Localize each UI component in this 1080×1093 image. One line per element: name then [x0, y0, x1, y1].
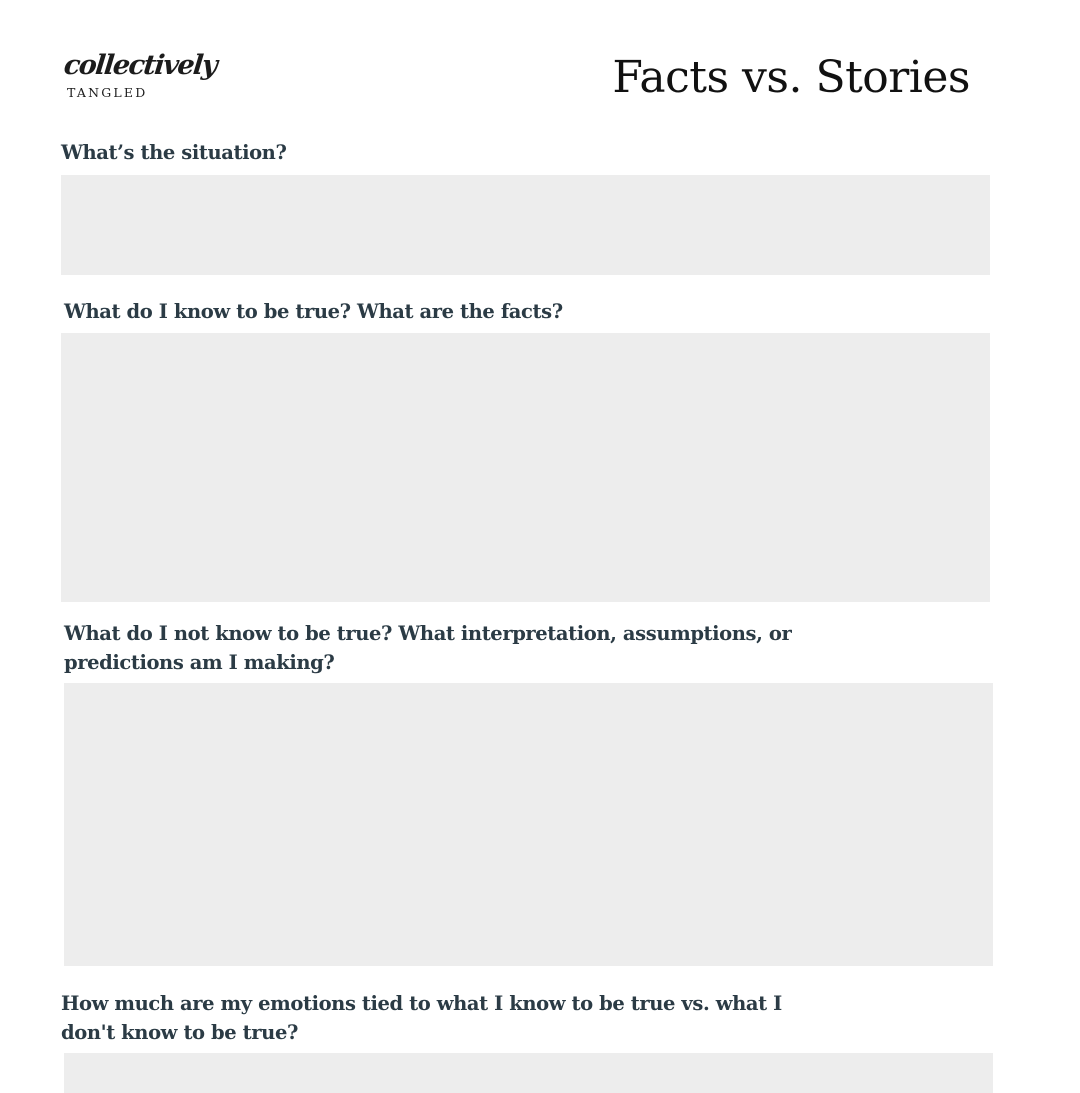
question-emotions: How much are my emotions tied to what I know to be true vs. what I don't know to be true?	[61, 992, 782, 1044]
question-situation: What’s the situation?	[61, 141, 287, 164]
question-stories: What do I not know to be true? What interpretation, assumptions, or predictions am I making?	[64, 622, 792, 674]
brand-logo-script: collectively	[62, 50, 218, 81]
question-facts: What do I know to be true? What are the facts?	[64, 300, 563, 323]
answer-box-stories[interactable]	[64, 683, 993, 966]
answer-box-facts[interactable]	[61, 333, 990, 602]
answer-box-emotions[interactable]	[64, 1053, 993, 1093]
brand-logo-subtitle: TANGLED	[67, 85, 148, 100]
page-title: Facts vs. Stories	[612, 52, 970, 103]
brand-logo	[62, 50, 218, 104]
answer-box-situation[interactable]	[61, 175, 990, 275]
